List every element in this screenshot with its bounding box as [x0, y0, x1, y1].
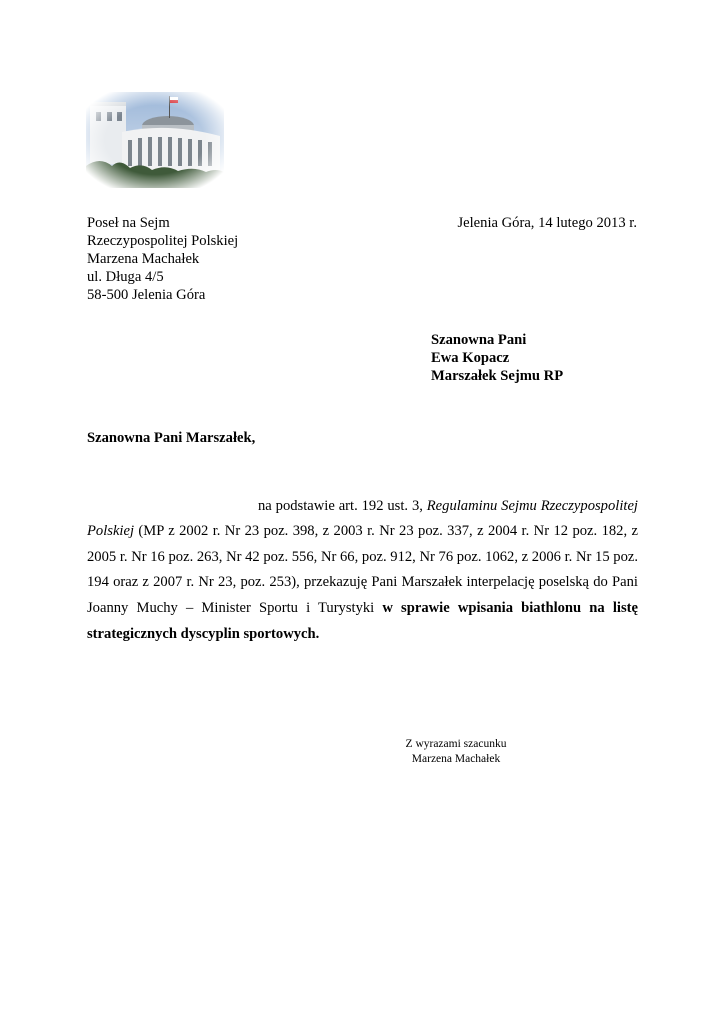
closing-name: Marzena Machałek: [411, 753, 501, 765]
closing-line: Z wyrazami szacunku: [405, 738, 507, 750]
recipient-line: Marszałek Sejmu RP: [431, 368, 564, 384]
body-italic-title: Regulaminu Sejmu Rzeczypospolitej Polskiej: [87, 497, 638, 540]
sender-address: [87, 214, 238, 304]
letter-body: [87, 494, 638, 648]
letter-date: Jelenia Góra, 14 lutego 2013 r.: [457, 215, 637, 231]
closing-signature: [396, 737, 516, 767]
sender-line: ul. Długa 4/5: [87, 269, 164, 285]
sender-line: Poseł na Sejm: [87, 215, 170, 231]
body-bold-subject: w sprawie wpisania biathlonu na listę strategicznych dyscyplin sportowych.: [87, 599, 638, 642]
recipient-address: [431, 331, 563, 385]
sender-line: 58-500 Jelenia Góra: [87, 287, 206, 303]
salutation: Szanowna Pani Marszałek,: [87, 430, 256, 446]
sejm-building-image: [86, 92, 224, 188]
sender-line: Marzena Machałek: [87, 251, 200, 267]
recipient-line: Szanowna Pani: [431, 332, 527, 348]
body-text-part: na podstawie art. 192 ust. 3,: [258, 497, 427, 514]
sender-line: Rzeczypospolitej Polskiej: [87, 233, 239, 249]
body-text-part: (MP z 2002 r. Nr 23 poz. 398, z 2003 r. Nr 23 poz. 337, z 2004 r. Nr 12 poz. 182, z 2005 r. Nr 16 poz. 263, Nr 42 poz. 556, Nr 66, poz. 912, Nr 76 poz. 1062, z 2006 r. Nr 15 poz. 194 oraz z 2007 r. Nr 23, poz. 253), przekazuję Pani Marszałek interpelację poselską do Pani Joanny Muchy – Minister Sportu i Turystyki: [87, 523, 638, 616]
recipient-line: Ewa Kopacz: [431, 350, 510, 366]
